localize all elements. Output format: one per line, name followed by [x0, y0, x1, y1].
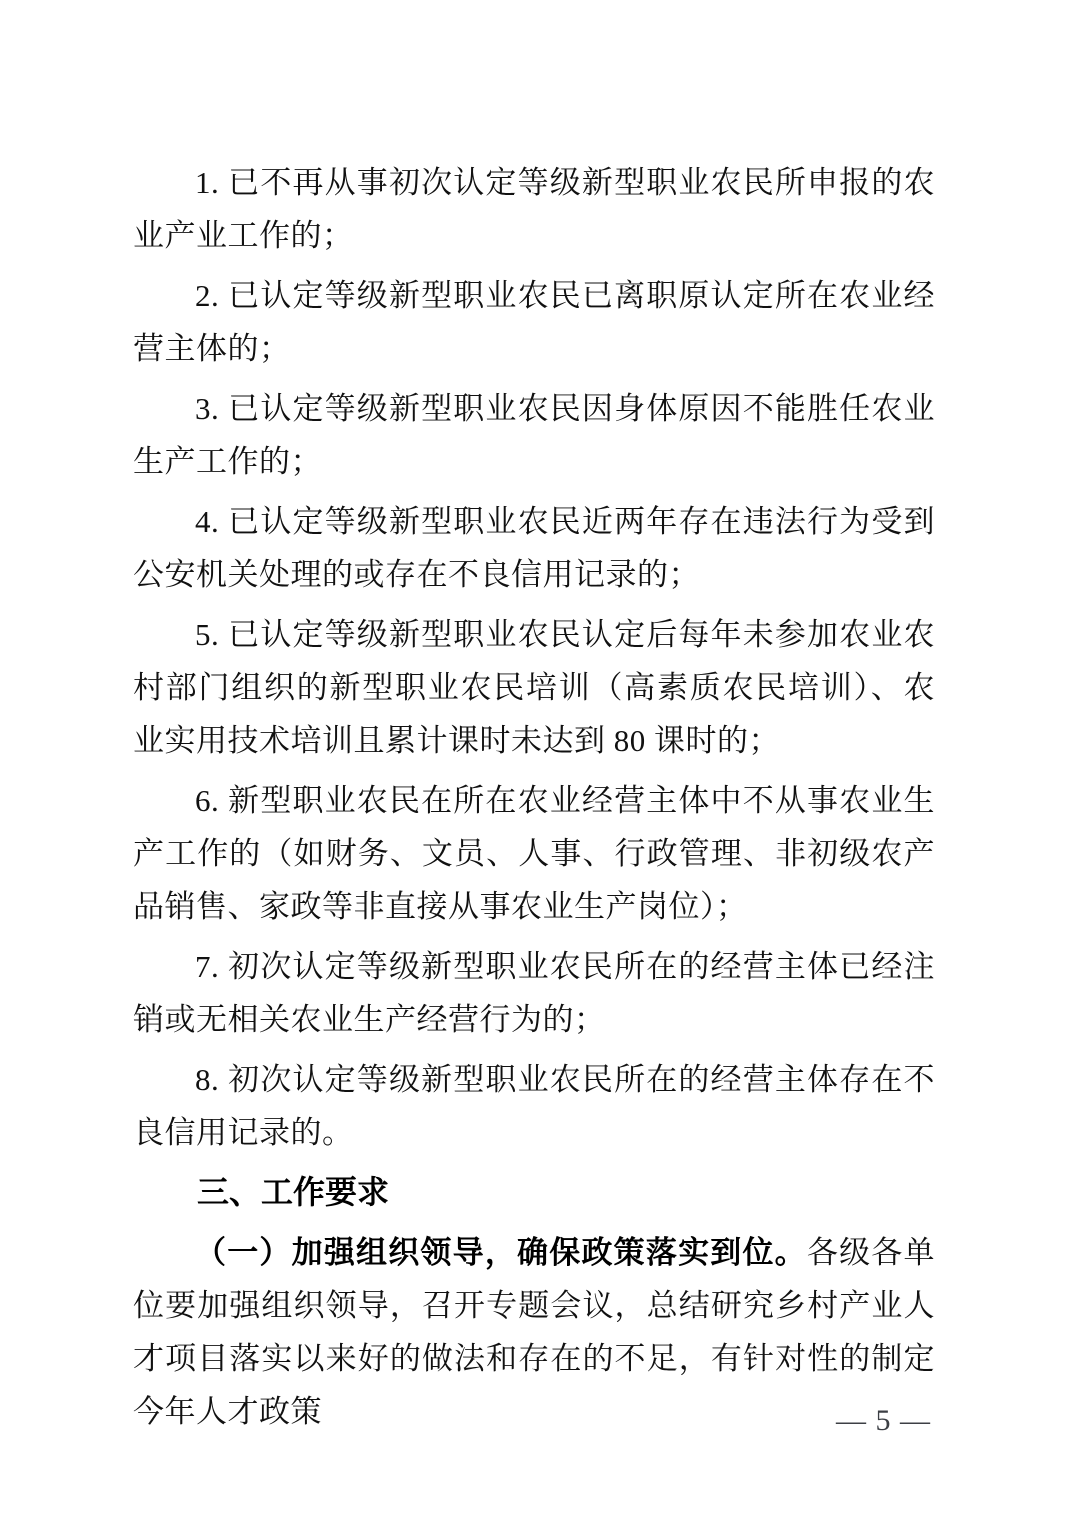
clause-body-text: 各级各单位要加强组织领导，召开专题会议，总结研究乡村产业人才项目落实以来好的做法和存在的不足，有针对性的制定今年人才政策: [133, 1235, 936, 1429]
document-text-block: [133, 156, 935, 1438]
clause-paragraph: [133, 1226, 935, 1438]
list-item-1: 1. 已不再从事初次认定等级新型职业农民所申报的农业产业工作的；: [133, 165, 935, 253]
section-heading-work-requirements: 三、工作要求: [197, 1174, 390, 1210]
list-item-2: 2. 已认定等级新型职业农民已离职原认定所在农业经营主体的；: [133, 278, 935, 366]
page-number: — 5 —: [836, 1404, 931, 1437]
clause-lead-bold: （一）加强组织领导，确保政策落实到位。: [195, 1235, 807, 1270]
list-item-8: 8. 初次认定等级新型职业农民所在的经营主体存在不良信用记录的。: [133, 1062, 935, 1150]
list-item-5: 5. 已认定等级新型职业农民认定后每年未参加农业农村部门组织的新型职业农民培训（高素质农民培训）、农业实用技术培训且累计课时未达到 80 课时的；: [133, 617, 935, 758]
list-item-7: 7. 初次认定等级新型职业农民所在的经营主体已经注销或无相关农业生产经营行为的；: [133, 949, 935, 1037]
list-item-4: 4. 已认定等级新型职业农民近两年存在违法行为受到公安机关处理的或存在不良信用记录的；: [133, 504, 935, 592]
list-item-3: 3. 已认定等级新型职业农民因身体原因不能胜任农业生产工作的；: [133, 391, 935, 479]
list-item-6: 6. 新型职业农民在所在农业经营主体中不从事农业生产工作的（如财务、文员、人事、行政管理、非初级农产品销售、家政等非直接从事农业生产岗位）；: [133, 783, 935, 924]
